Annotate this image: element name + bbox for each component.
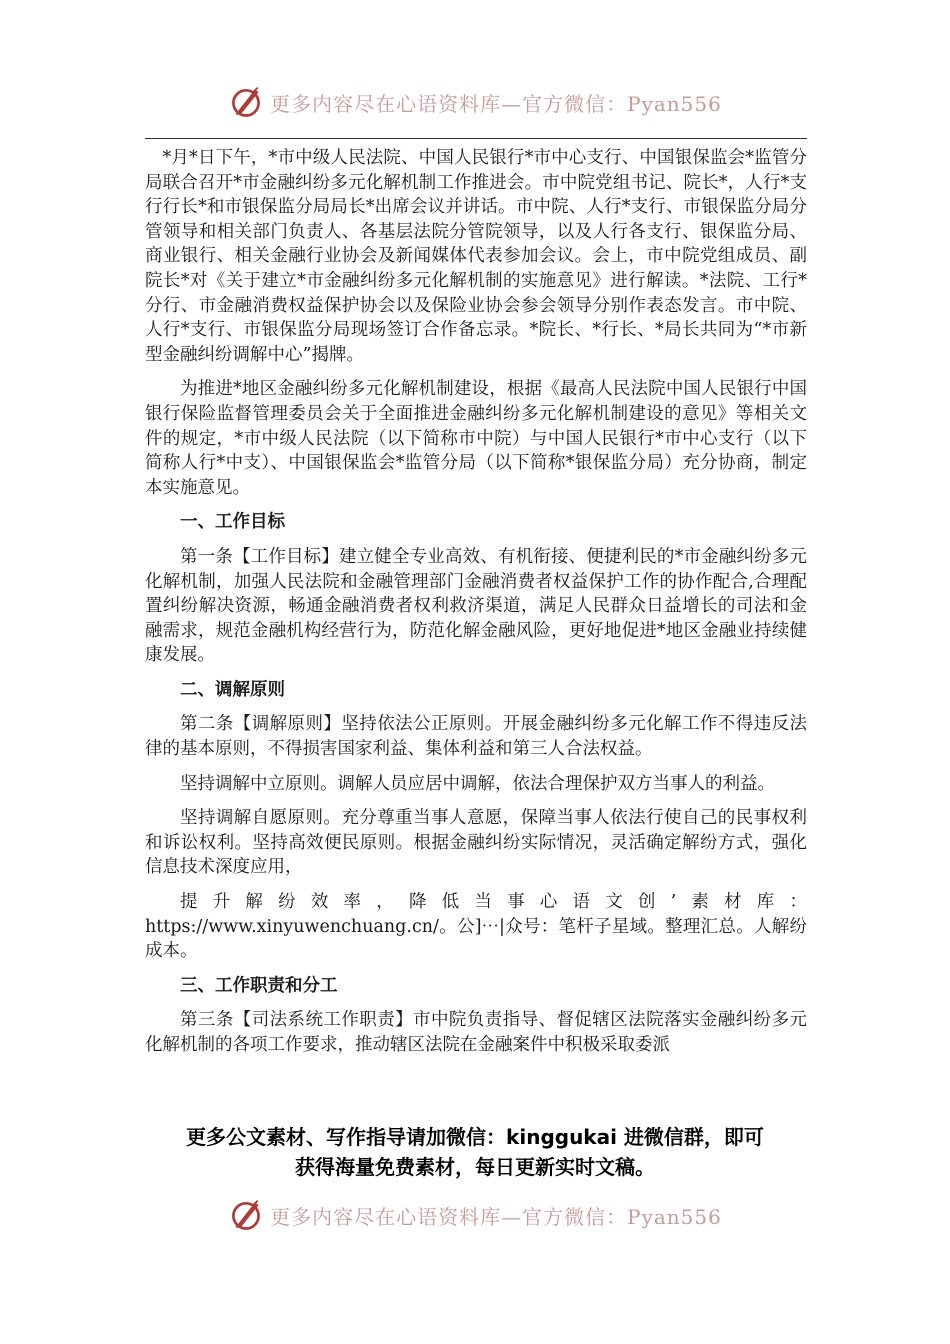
footer-banner <box>0 1193 950 1237</box>
heading-mediation-principles: 二、调解原则 <box>180 679 285 700</box>
paragraph-intro: 为推进*地区金融纠纷多元化解机制建设，根据《最高人民法院中国人民银行中国银行保险监督管理委员会关于全面推进金融纠纷多元化解机制建设的意见》等相关文件的规定，*市中级人民法院（以下简称市中院）与中国人民银行*市中心支行（以下简称人行*中支）、中国银保监会*监管分局（以下简称*银保监分局）充分协商，制定本实施意见。 <box>145 379 807 498</box>
paragraph-neutral-principle: 坚持调解中立原则。调解人员应居中调解，依法合理保护双方当事人的利益。 <box>180 773 775 794</box>
promo-notice <box>120 1122 830 1182</box>
quill-pen-logo-icon <box>228 84 264 120</box>
document-body <box>145 146 807 1068</box>
quill-pen-logo-icon <box>228 1197 264 1233</box>
promo-line-2: 获得海量免费素材，每日更新实时文稿。 <box>295 1155 655 1179</box>
footer-banner-text: 更多内容尽在心语资料库—官方微信：Pyan556 <box>270 1204 722 1229</box>
paragraph-article-3: 第三条【司法系统工作职责】市中院负责指导、督促辖区法院落实金融纠纷多元化解机制的各项工作要求，推动辖区法院在金融案件中积极采取委派 <box>145 1010 807 1055</box>
heading-duties: 三、工作职责和分工 <box>180 975 338 996</box>
paragraph-efficiency: 提升解纷效率，降低当事心语文创’素材库：https://www.xinyuwenchuang.cn/。公]⋯|众号：笔杆子星域。整理汇总。人解纷成本。 <box>145 892 807 962</box>
heading-work-goal: 一、工作目标 <box>180 512 285 533</box>
header-banner <box>0 80 950 124</box>
paragraph-meeting: *月*日下午，*市中级人民法院、中国人民银行*市中心支行、中国银保监会*监管分局联合召开*市金融纠纷多元化解机制工作推进会。市中院党组书记、院长*，人行*支行行长*和市银保监分局局长*出席会议并讲话。市中院、人行*支行、市银保监分局分管领导和相关部门负责人、各基层法院分管院领导，以及人行各支行、银保监分局、商业银行、相关金融行业协会及新闻媒体代表参加会议。会上，市中院党组成员、副院长*对《关于建立*市金融纠纷多元化解机制的实施意见》进行解读。*法院、工行*分行、市金融消费权益保护协会以及保险业协会参会领导分别作表态发言。市中院、人行*支行、市银保监分局现场签订合作备忘录。*院长、*行长、*局长共同为“*市新型金融纠纷调解中心”揭牌。 <box>145 148 807 365</box>
promo-line-1: 更多公文素材、写作指导请加微信：kinggukai 进微信群，即可 <box>186 1125 764 1149</box>
header-banner-text: 更多内容尽在心语资料库—官方微信：Pyan556 <box>270 91 722 116</box>
paragraph-article-1: 第一条【工作目标】建立健全专业高效、有机衔接、便捷利民的*市金融纠纷多元化解机制，加强人民法院和金融管理部门金融消费者权益保护工作的协作配合,合理配置纠纷解决资源，畅通金融消费者权利救济渠道，满足人民群众日益增长的司法和金融需求，规范金融机构经营行为，防范化解金融风险，更好地促进*地区金融业持续健康发展。 <box>145 546 807 666</box>
paragraph-article-2: 第二条【调解原则】坚持依法公正原则。开展金融纠纷多元化解工作不得违反法律的基本原则，不得损害国家利益、集体利益和第三人合法权益。 <box>145 714 807 760</box>
paragraph-voluntary-principle: 坚持调解自愿原则。充分尊重当事人意愿，保障当事人依法行使自己的民事权利和诉讼权利。坚持高效便民原则。根据金融纠纷实际情况，灵活确定解纷方式，强化信息技术深度应用， <box>145 808 807 878</box>
header-divider <box>145 138 807 139</box>
